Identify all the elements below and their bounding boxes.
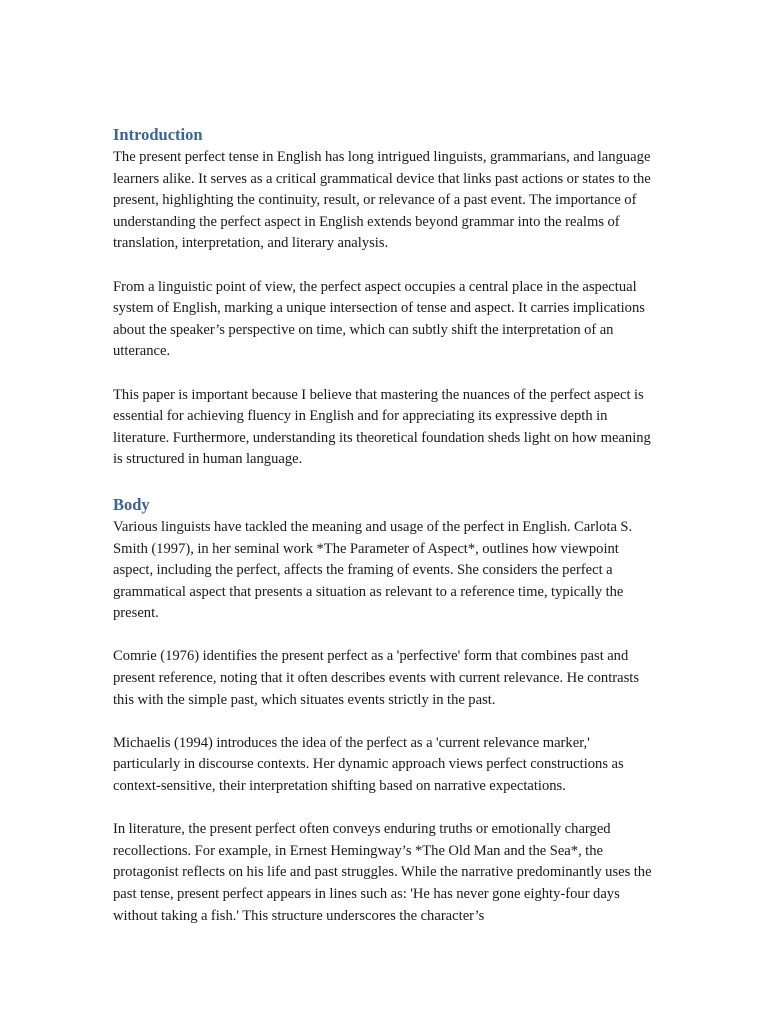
- section-heading-body: Body: [113, 494, 150, 514]
- paragraph: Michaelis (1994) introduces the idea of the perfect as a 'current relevance marker,' particularly in discourse contexts. Her dynamic approach views perfect constructions as context-sensitive, their interpretation shifting based on narrative expectations.: [113, 734, 624, 795]
- section-introduction: [113, 123, 658, 471]
- paragraph: From a linguistic point of view, the perfect aspect occupies a central place in the aspectual system of English, marking a unique intersection of tense and aspect. It carries implications about the speaker’s perspective on time, which can subtly shift the interpretation of an utterance.: [113, 278, 645, 360]
- paragraph: Comrie (1976) identifies the present perfect as a 'perfective' form that combines past and present reference, noting that it often describes events with current relevance. He contrasts this with the simple past, which situates events strictly in the past.: [113, 648, 639, 708]
- paragraph: In literature, the present perfect often conveys enduring truths or emotionally charged recollections. For example, in Ernest Hemingway’s *The Old Man and the Sea*, the protagonist reflects on his life and past struggles. While the narrative predominantly uses the past tense, present perfect appears in lines such as: 'He has never gone eighty-four days without taking a fish.' This structure underscores the character’s: [113, 821, 652, 924]
- paragraph: This paper is important because I believe that mastering the nuances of the perfect aspect is essential for achieving fluency in English and for appreciating its expressive depth in literature. Furthermore, understanding its theoretical foundation sheds light on how meaning is structured in human language.: [113, 386, 651, 468]
- section-body: [113, 493, 658, 927]
- paragraph: The present perfect tense in English has long intrigued linguists, grammarians, and language learners alike. It serves as a critical grammatical device that links past actions or states to the present, highlighting the continuity, result, or relevance of a past event. The importance of understanding the perfect aspect in English extends beyond grammar into the realms of translation, interpretation, and literary analysis.: [113, 149, 651, 252]
- section-heading-introduction: Introduction: [113, 125, 203, 144]
- section-spacer: [113, 471, 658, 493]
- document-body: [113, 123, 658, 927]
- paragraph: Various linguists have tackled the meaning and usage of the perfect in English. Carlota S. Smith (1997), in her seminal work *The Parameter of Aspect*, outlines how viewpoint aspect, including the perfect, affects the framing of events. She considers the perfect a grammatical aspect that presents a situation as relevant to a reference time, typically the present.: [113, 518, 633, 622]
